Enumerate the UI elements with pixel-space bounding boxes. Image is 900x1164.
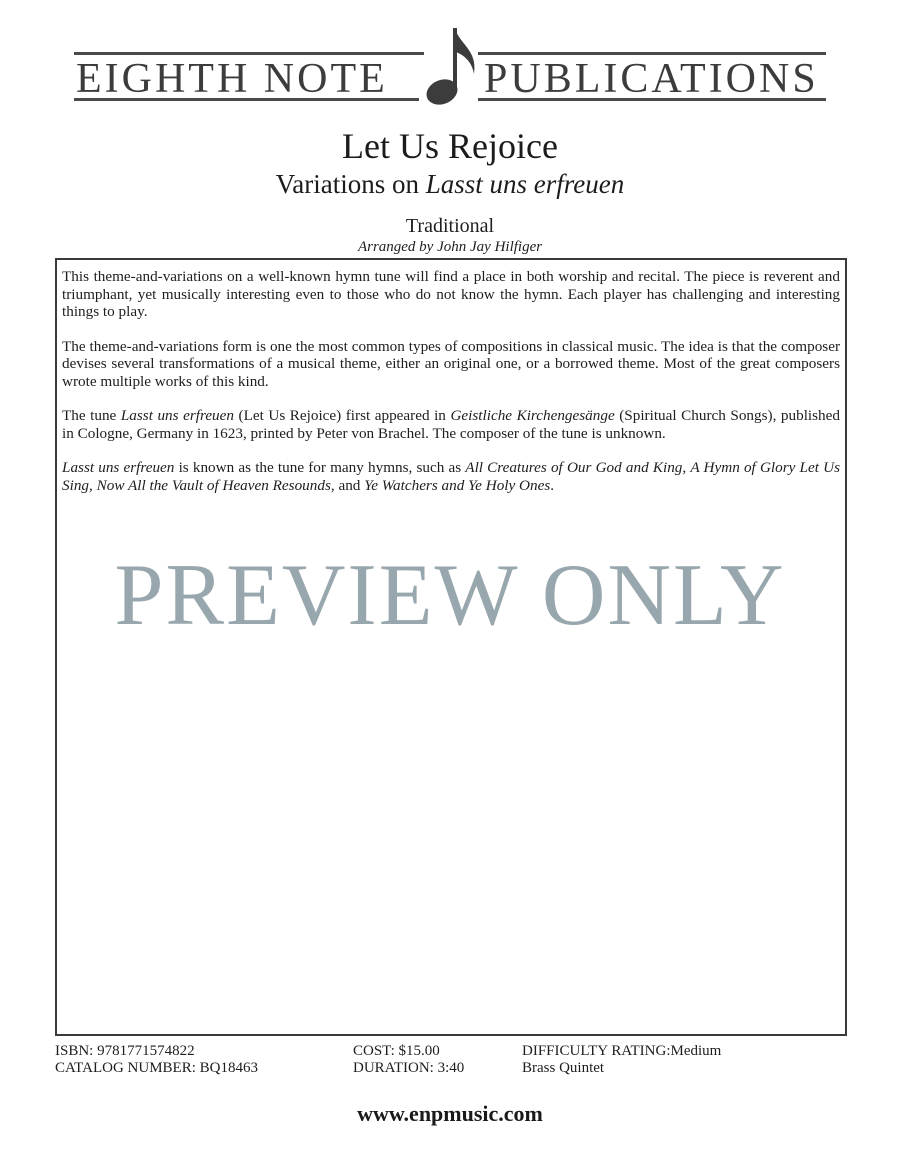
isbn-label: ISBN: 9781771574822: [55, 1043, 195, 1059]
preview-watermark: PREVIEW ONLY: [114, 547, 786, 644]
subtitle-tune-name: Lasst uns erfreuen: [425, 169, 625, 199]
description-paragraph-2: The theme-and-variations form is one the most common types of compositions in classical music. The idea is that the composer devises several transformations of a musical theme, either an original one, or a borrowed theme. Most of the great composers wrote multiple works of this kind.: [62, 337, 840, 390]
cost-label: COST: $15.00: [353, 1043, 440, 1059]
eighth-note-icon: [412, 22, 482, 110]
website-link[interactable]: www.enpmusic.com: [357, 1101, 543, 1126]
description-paragraph-1: This theme-and-variations on a well-known hymn tune will find a place in both worship and recital. The piece is reverent and triumphant, yet musically interesting even to those who do not know the hymn. Each player has challenging and interesting things to play.: [62, 268, 840, 320]
logo-text-right: PUBLICATIONS: [484, 56, 819, 102]
logo-text-left: EIGHTH NOTE: [76, 56, 388, 102]
piece-subtitle: [0, 168, 900, 200]
logo-rule-top-left: [74, 52, 424, 55]
difficulty-label: DIFFICULTY RATING:Medium: [522, 1043, 722, 1059]
arranger-line: Arranged by John Jay Hilfiger: [357, 239, 543, 255]
subtitle-prefix: Variations on: [275, 169, 426, 199]
composer-line: Traditional: [405, 215, 495, 237]
logo-rule-top-right: [478, 52, 826, 55]
duration-label: DURATION: 3:40: [353, 1060, 465, 1076]
piece-title: Let Us Rejoice: [342, 126, 558, 166]
catalog-number-label: CATALOG NUMBER: BQ18463: [55, 1060, 258, 1076]
description-text: [62, 268, 840, 511]
instrumentation-label: Brass Quintet: [522, 1060, 605, 1076]
description-paragraph-3: The tune Lasst uns erfreuen (Let Us Rejoice) first appeared in Geistliche Kirchengesänge (Spiritual Church Songs), published in Cologne, Germany in 1623, printed by Peter von Brachel. The composer of the tune is unknown.: [62, 407, 840, 442]
description-paragraph-4: Lasst uns erfreuen is known as the tune for many hymns, such as All Creatures of Our God and King, A Hymn of Glory Let Us Sing, Now All the Vault of Heaven Resounds, and Ye Watchers and Ye Holy Ones.: [62, 459, 840, 494]
